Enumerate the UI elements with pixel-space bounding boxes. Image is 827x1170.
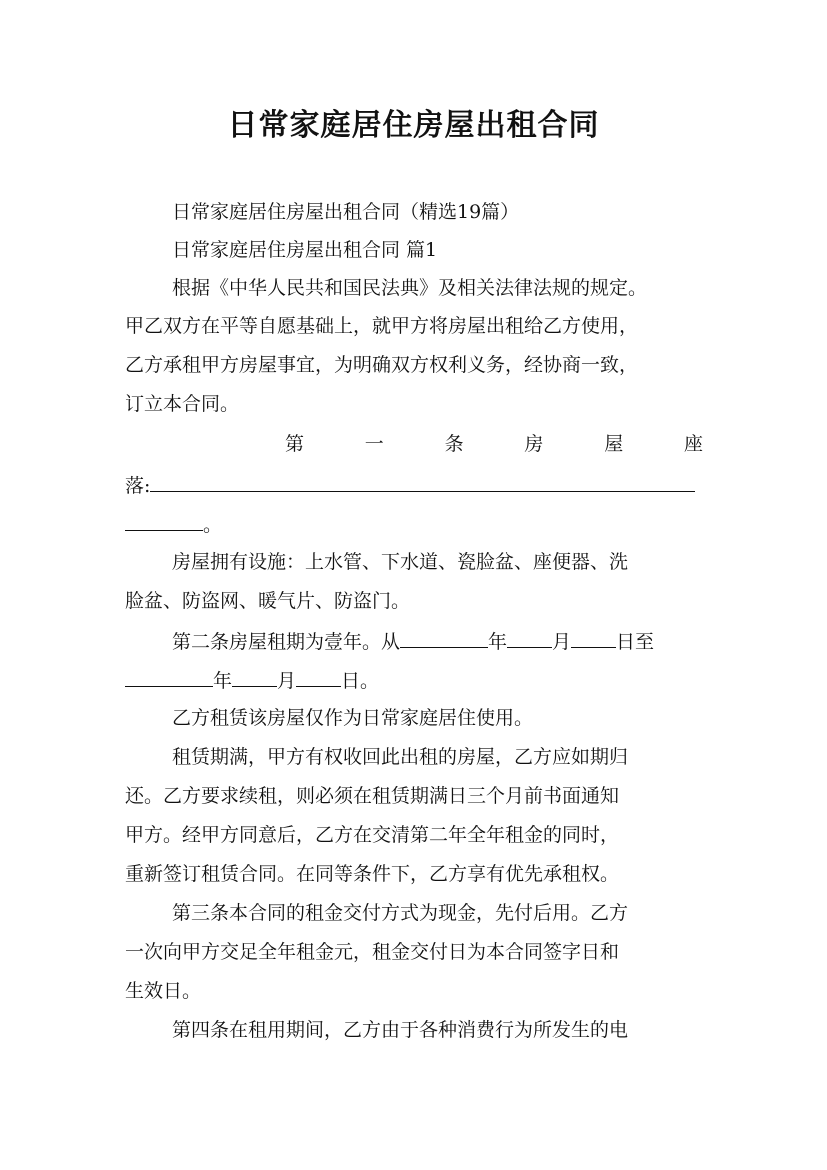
paragraph-line: 租赁期满，甲方有权收回此出租的房屋，乙方应如期归 [172, 746, 629, 768]
paragraph-line: 一次向甲方交足全年租金元，租金交付日为本合同签字日和 [125, 941, 620, 963]
paragraph-line: 乙方承租甲方房屋事宜，为明确双方权利义务，经协商一致， [125, 354, 639, 376]
line-text: 年 [213, 670, 233, 692]
paragraph-line: 房屋拥有设施：上水管、下水道、瓷脸盆、座便器、洗 [172, 551, 629, 573]
line-text: 月 [277, 670, 297, 692]
fill-blank [125, 664, 213, 687]
paragraph-line: 还。乙方要求续租，则必须在租赁期满日三个月前书面通知 [125, 785, 620, 807]
spread-char: 一 [364, 433, 384, 455]
line-label: 落: [125, 475, 151, 497]
spread-char: 条 [444, 433, 464, 455]
line-text: 第二条房屋租期为壹年。从 [172, 631, 401, 653]
paragraph-line [125, 508, 703, 538]
line-text: 日。 [341, 670, 380, 692]
paragraph-line: 第四条在租用期间，乙方由于各种消费行为所发生的电 [172, 1019, 629, 1041]
fill-blank [400, 625, 488, 648]
fill-blank [232, 664, 277, 687]
spread-char: 房 [524, 433, 544, 455]
paragraph-line: 日常家庭居住房屋出租合同（精选19篇） [172, 201, 520, 223]
paragraph-line: 日常家庭居住房屋出租合同 篇1 [172, 239, 438, 261]
paragraph-line: 订立本合同。 [125, 393, 240, 415]
document-title: 日常家庭居住房屋出租合同 [227, 108, 600, 143]
line-text: 年 [488, 631, 508, 653]
line-text: 日至 [616, 631, 655, 653]
fill-blank [150, 469, 695, 492]
paragraph-line: 脸盆、防盗网、暖气片、防盗门。 [125, 590, 411, 612]
spread-char: 第 [285, 433, 305, 455]
paragraph-line: 乙方租赁该房屋仅作为日常家庭居住使用。 [172, 707, 534, 729]
paragraph-line: 生效日。 [125, 980, 202, 1002]
fill-blank [507, 625, 552, 648]
paragraph-line [125, 469, 703, 499]
fill-blank [296, 664, 341, 687]
fill-blank [125, 508, 203, 531]
paragraph-line: 第三条本合同的租金交付方式为现金，先付后用。乙方 [172, 902, 629, 924]
paragraph-line: 根据《中华人民共和国民法典》及相关法律法规的规定。 [172, 277, 648, 299]
paragraph-line-spread [285, 429, 703, 459]
paragraph-line: 甲乙双方在平等自愿基础上，就甲方将房屋出租给乙方使用， [125, 315, 639, 337]
line-text: 月 [552, 631, 572, 653]
line-end: 。 [203, 514, 223, 536]
spread-char: 屋 [604, 433, 624, 455]
paragraph-line: 甲方。经甲方同意后，乙方在交清第二年全年租金的同时， [125, 824, 620, 846]
paragraph-line [172, 625, 703, 655]
paragraph-line: 重新签订租赁合同。在同等条件下，乙方享有优先承租权。 [125, 863, 620, 885]
spread-char: 座 [683, 433, 703, 455]
paragraph-line [125, 664, 703, 694]
fill-blank [571, 625, 616, 648]
